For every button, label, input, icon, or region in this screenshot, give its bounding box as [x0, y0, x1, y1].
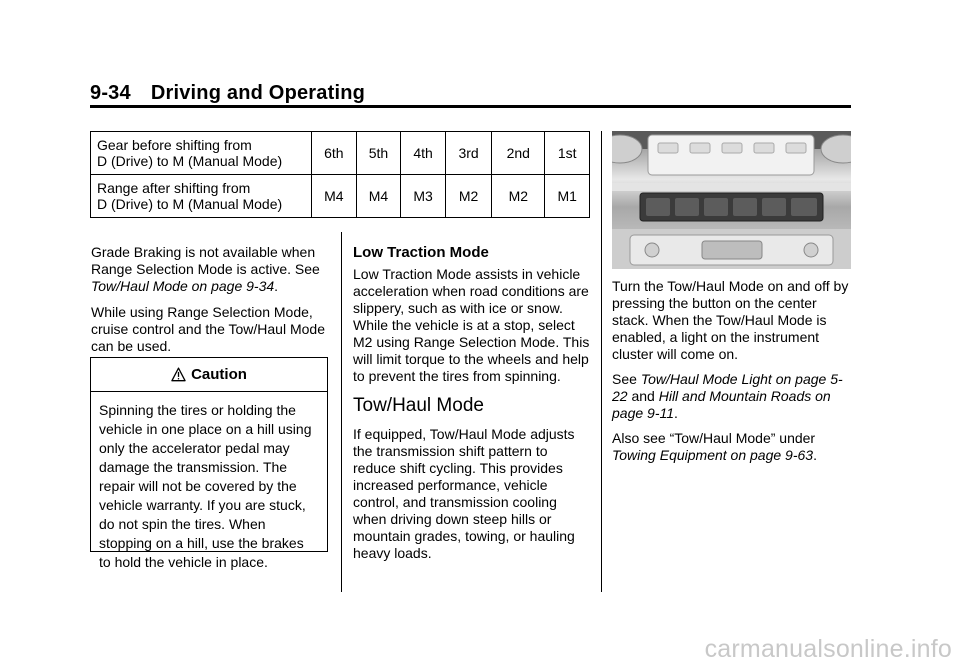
text: and [627, 388, 659, 404]
tow-haul-heading: Tow/Haul Mode [353, 395, 484, 416]
paragraph [612, 430, 851, 464]
gear-range-table [90, 131, 590, 218]
column-divider [341, 232, 342, 592]
cross-reference-link[interactable]: Hill and Mountain Roads on page 9-11 [612, 388, 831, 421]
cross-reference-link[interactable]: Tow/Haul Mode on page 9-34 [91, 278, 275, 294]
paragraph [612, 371, 851, 422]
column-left [91, 244, 331, 364]
text: See [612, 371, 641, 387]
header-rule [90, 105, 851, 108]
table-cell: 3rd [445, 132, 491, 175]
table-row [91, 132, 590, 175]
row-label-line: D (Drive) to M (Manual Mode) [97, 196, 283, 212]
paragraph: If equipped, Tow/Haul Mode adjusts the transmission shift pattern to reduce shift cycling. This provides increased performance, vehicle control, and transmission cooling when driving down steep hills or mountain grades, towing, or hauling heavy loads. [353, 426, 575, 561]
caution-header [91, 358, 327, 392]
paragraph: While using Range Selection Mode, cruise control and the Tow/Haul Mode can be used. [91, 304, 325, 354]
table-cell: 1st [545, 132, 590, 175]
paragraph: Turn the Tow/Haul Mode on and off by pressing the button on the center stack. When the Tow/Haul Mode is enabled, a light on the instrument cluster will come on. [612, 278, 849, 362]
cross-reference-link[interactable]: Tow/Haul Mode Light on page 5-22 [612, 371, 843, 404]
page-number: 9-34 [90, 82, 131, 104]
table-cell: 5th [356, 132, 401, 175]
row-label-line: Gear before shifting from [97, 137, 252, 153]
watermark: carmanualsonline.info [704, 635, 952, 663]
column-right [612, 131, 851, 472]
caution-title: Caution [191, 366, 247, 383]
column-divider [601, 131, 602, 592]
caution-text: Spinning the tires or holding the vehicle in one place on a hill using only the accelerator pedal may damage the transmission. The repair will not be covered by the vehicle warranty. If you are stuck, do not spin the tires. When stopping on a hill, use the brakes to hold the vehicle in place. [99, 402, 312, 570]
text: . [274, 278, 279, 294]
warning-triangle-icon [171, 367, 186, 382]
page-header [90, 82, 365, 105]
paragraph [91, 244, 331, 295]
table-cell: M2 [492, 175, 545, 218]
text: Grade Braking is not available when Range Selection Mode is active. See [91, 244, 320, 277]
table-cell: 2nd [492, 132, 545, 175]
row-label [91, 132, 312, 175]
row-label [91, 175, 312, 218]
table-cell: M4 [356, 175, 401, 218]
text: . [674, 405, 678, 421]
table-cell: M4 [312, 175, 357, 218]
low-traction-heading: Low Traction Mode [353, 244, 489, 261]
row-label-line: Range after shifting from [97, 180, 251, 196]
column-middle [353, 244, 593, 570]
center-stack-photo [612, 131, 851, 269]
table-cell: M2 [445, 175, 491, 218]
section-title: Driving and Operating [150, 82, 366, 104]
caution-box [90, 357, 328, 570]
cross-reference-link[interactable]: Towing Equipment on page 9-63 [612, 447, 814, 463]
table-row [91, 175, 590, 218]
text: Also see “Tow/Haul Mode” under [612, 430, 816, 446]
table-cell: M1 [545, 175, 590, 218]
row-label-line: D (Drive) to M (Manual Mode) [97, 153, 283, 169]
paragraph: Low Traction Mode assists in vehicle acceleration when road conditions are slippery, such as with ice or snow. While the vehicle is at a stop, select M2 using Range Selection Mode. This will limit torque to the wheels and help to prevent the tires from spinning. [353, 266, 590, 384]
text: . [813, 447, 817, 463]
table-cell: M3 [401, 175, 446, 218]
table-cell: 6th [312, 132, 357, 175]
table-cell: 4th [401, 132, 446, 175]
